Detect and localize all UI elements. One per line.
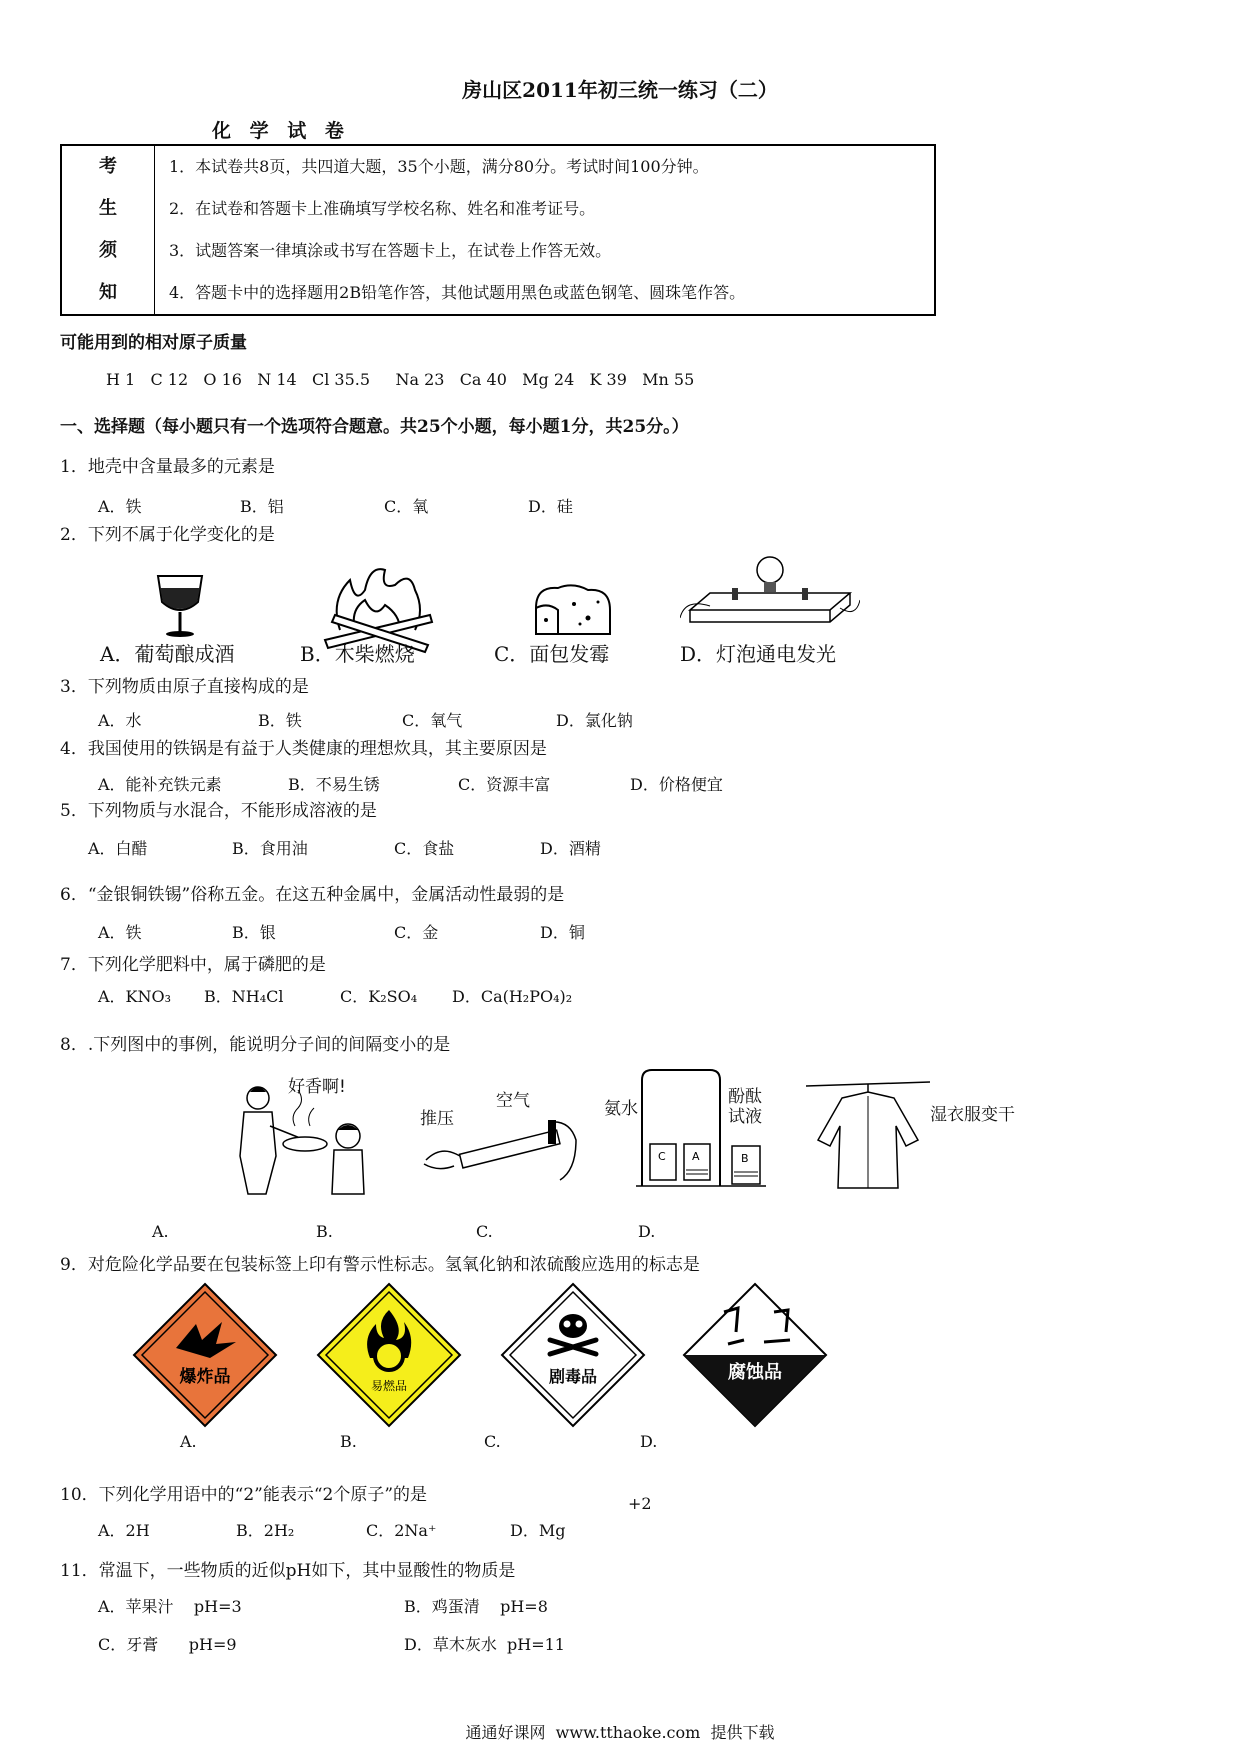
q9-option-a: A. — [180, 1432, 197, 1451]
q7-option-d: D．Ca(H₂PO₄)₂ — [452, 987, 573, 1006]
q1-option-a: A．铁 — [98, 497, 142, 516]
beakers-experiment-image — [636, 1066, 786, 1190]
q11-option-a: A．苹果汁 pH=3 — [98, 1597, 242, 1616]
q6-option-c: C．金 — [394, 923, 439, 942]
q8-label-phenol-1: 酚酞 — [728, 1087, 762, 1107]
q2-caption-a: A．葡萄酿成酒 — [100, 642, 235, 666]
notice-table — [60, 144, 936, 316]
q4-option-b: B．不易生锈 — [288, 775, 380, 794]
q7-option-b: B．NH₄Cl — [204, 987, 284, 1006]
sign-label-explosive: 爆炸品 — [179, 1367, 231, 1387]
q8-label-wet: 湿衣服变干 — [930, 1105, 1015, 1125]
notice-side-char: 须 — [99, 240, 117, 261]
notice-line: 1．本试卷共8页，共四道大题，35个小题，满分80分。考试时间100分钟。 — [169, 157, 709, 176]
q10-valence-superscript: +2 — [628, 1494, 652, 1513]
question-1-stem: 1．地壳中含量最多的元素是 — [60, 457, 275, 477]
q10-option-d: D．Mg — [510, 1521, 566, 1540]
q4-option-a: A．能补充铁元素 — [98, 775, 222, 794]
question-5-stem: 5．下列物质与水混合，不能形成溶液的是 — [60, 801, 377, 821]
q11-option-b: B．鸡蛋清 pH=8 — [404, 1597, 548, 1616]
notice-side-char: 生 — [99, 198, 117, 219]
sign-label-corrosive: 腐蚀品 — [728, 1362, 782, 1383]
q7-option-c: C．K₂SO₄ — [340, 987, 418, 1006]
q10-option-c: C．2Na⁺ — [366, 1521, 437, 1540]
q9-option-c: C. — [484, 1432, 501, 1451]
q8-option-b: B. — [316, 1222, 333, 1241]
question-6-stem: 6．“金银铜铁锡”俗称五金。在这五种金属中，金属活动性最弱的是 — [60, 885, 565, 905]
q10-option-a: A．2H — [98, 1521, 150, 1540]
q9-option-d: D. — [640, 1432, 658, 1451]
q4-option-c: C．资源丰富 — [458, 775, 551, 794]
q2-caption-d: D．灯泡通电发光 — [680, 642, 837, 666]
sign-label-toxic: 剧毒品 — [548, 1367, 598, 1386]
q5-option-b: B．食用油 — [232, 839, 308, 858]
question-10-stem: 10．下列化学用语中的“2”能表示“2个原子”的是 — [60, 1485, 428, 1505]
moldy-bread-image — [528, 580, 618, 640]
q7-option-a: A．KNO₃ — [98, 987, 172, 1006]
q8-label-air: 空气 — [496, 1091, 530, 1111]
notice-side-char: 考 — [99, 156, 117, 177]
q1-option-b: B．铝 — [240, 497, 284, 516]
q2-caption-c: C．面包发霉 — [494, 642, 610, 666]
q3-option-b: B．铁 — [258, 711, 302, 730]
toxic-sign — [500, 1282, 646, 1428]
q3-option-a: A．水 — [98, 711, 142, 730]
section-heading: 一、选择题（每小题只有一个选项符合题意。共25个小题，每小题1分，共25分。） — [60, 417, 689, 437]
page-title: 房山区2011年初三统一练习（二） — [462, 78, 778, 102]
q8-beaker-a: A — [692, 1150, 700, 1163]
q8-option-d: D. — [638, 1222, 656, 1241]
wet-clothes-image — [806, 1080, 930, 1192]
q3-option-c: C．氧气 — [402, 711, 463, 730]
notice-lines — [155, 145, 936, 315]
q4-option-d: D．价格便宜 — [630, 775, 723, 794]
wine-glass-image — [150, 572, 210, 640]
q8-beaker-b: B — [741, 1152, 749, 1165]
question-9-stem: 9．对危险化学品要在包装标签上印有警示性标志。氢氧化钠和浓硫酸应选用的标志是 — [60, 1255, 700, 1275]
q8-label-ammonia: 氨水 — [604, 1099, 638, 1119]
q6-option-b: B．银 — [232, 923, 276, 942]
question-4-stem: 4．我国使用的铁锅是有益于人类健康的理想炊具，其主要原因是 — [60, 739, 547, 759]
atomic-mass-heading: 可能用到的相对原子质量 — [60, 333, 247, 353]
q5-option-c: C．食盐 — [394, 839, 455, 858]
notice-side-char: 知 — [99, 282, 117, 303]
notice-side-label — [61, 145, 155, 315]
question-11-stem: 11．常温下，一些物质的近似pH如下，其中显酸性的物质是 — [60, 1561, 516, 1581]
q8-label-smell: 好香啊! — [288, 1077, 346, 1097]
notice-line: 3．试题答案一律填涂或书写在答题卡上，在试卷上作答无效。 — [169, 241, 612, 260]
q8-label-phenol-2: 试液 — [728, 1107, 762, 1127]
q5-option-d: D．酒精 — [540, 839, 601, 858]
q11-option-c: C．牙膏 pH=9 — [98, 1635, 237, 1654]
sign-label-flammable: 易燃品 — [370, 1379, 408, 1393]
q5-option-a: A．白醋 — [88, 839, 148, 858]
question-3-stem: 3．下列物质由原子直接构成的是 — [60, 677, 309, 697]
page-footer: 通通好课网 www.tthaoke.com 提供下载 — [465, 1723, 775, 1742]
question-7-stem: 7．下列化学肥料中，属于磷肥的是 — [60, 955, 326, 975]
q11-option-d: D．草木灰水 pH=11 — [404, 1635, 565, 1654]
q8-beaker-c: C — [658, 1150, 666, 1163]
q1-option-d: D．硅 — [528, 497, 573, 516]
explosive-sign — [132, 1282, 278, 1428]
notice-line: 2．在试卷和答题卡上准确填写学校名称、姓名和准考证号。 — [169, 199, 596, 218]
q8-label-push: 推压 — [420, 1109, 454, 1129]
notice-line: 4．答题卡中的选择题用2B铅笔作答，其他试题用黑色或蓝色钢笔、圆珠笔作答。 — [169, 283, 746, 302]
q3-option-d: D．氯化钠 — [556, 711, 633, 730]
question-2-stem: 2．下列不属于化学变化的是 — [60, 525, 275, 545]
q8-option-c: C. — [476, 1222, 493, 1241]
q6-option-a: A．铁 — [98, 923, 142, 942]
corrosive-sign — [682, 1282, 828, 1428]
question-8-stem: 8．.下列图中的事例，能说明分子间的间隔变小的是 — [60, 1035, 451, 1055]
q2-caption-b: B．木柴燃烧 — [300, 642, 415, 666]
q10-option-b: B．2H₂ — [236, 1521, 295, 1540]
exam-subject: 化 学 试 卷 — [212, 120, 350, 142]
flammable-sign — [316, 1282, 462, 1428]
light-bulb-board-image — [680, 548, 860, 638]
q9-option-b: B. — [340, 1432, 357, 1451]
atomic-mass-values: H 1 C 12 O 16 N 14 Cl 35.5 Na 23 Ca 40 Mg 24 K 39 Mn 55 — [106, 370, 695, 389]
q6-option-d: D．铜 — [540, 923, 585, 942]
q8-option-a: A. — [152, 1222, 169, 1241]
q1-option-c: C．氧 — [384, 497, 429, 516]
